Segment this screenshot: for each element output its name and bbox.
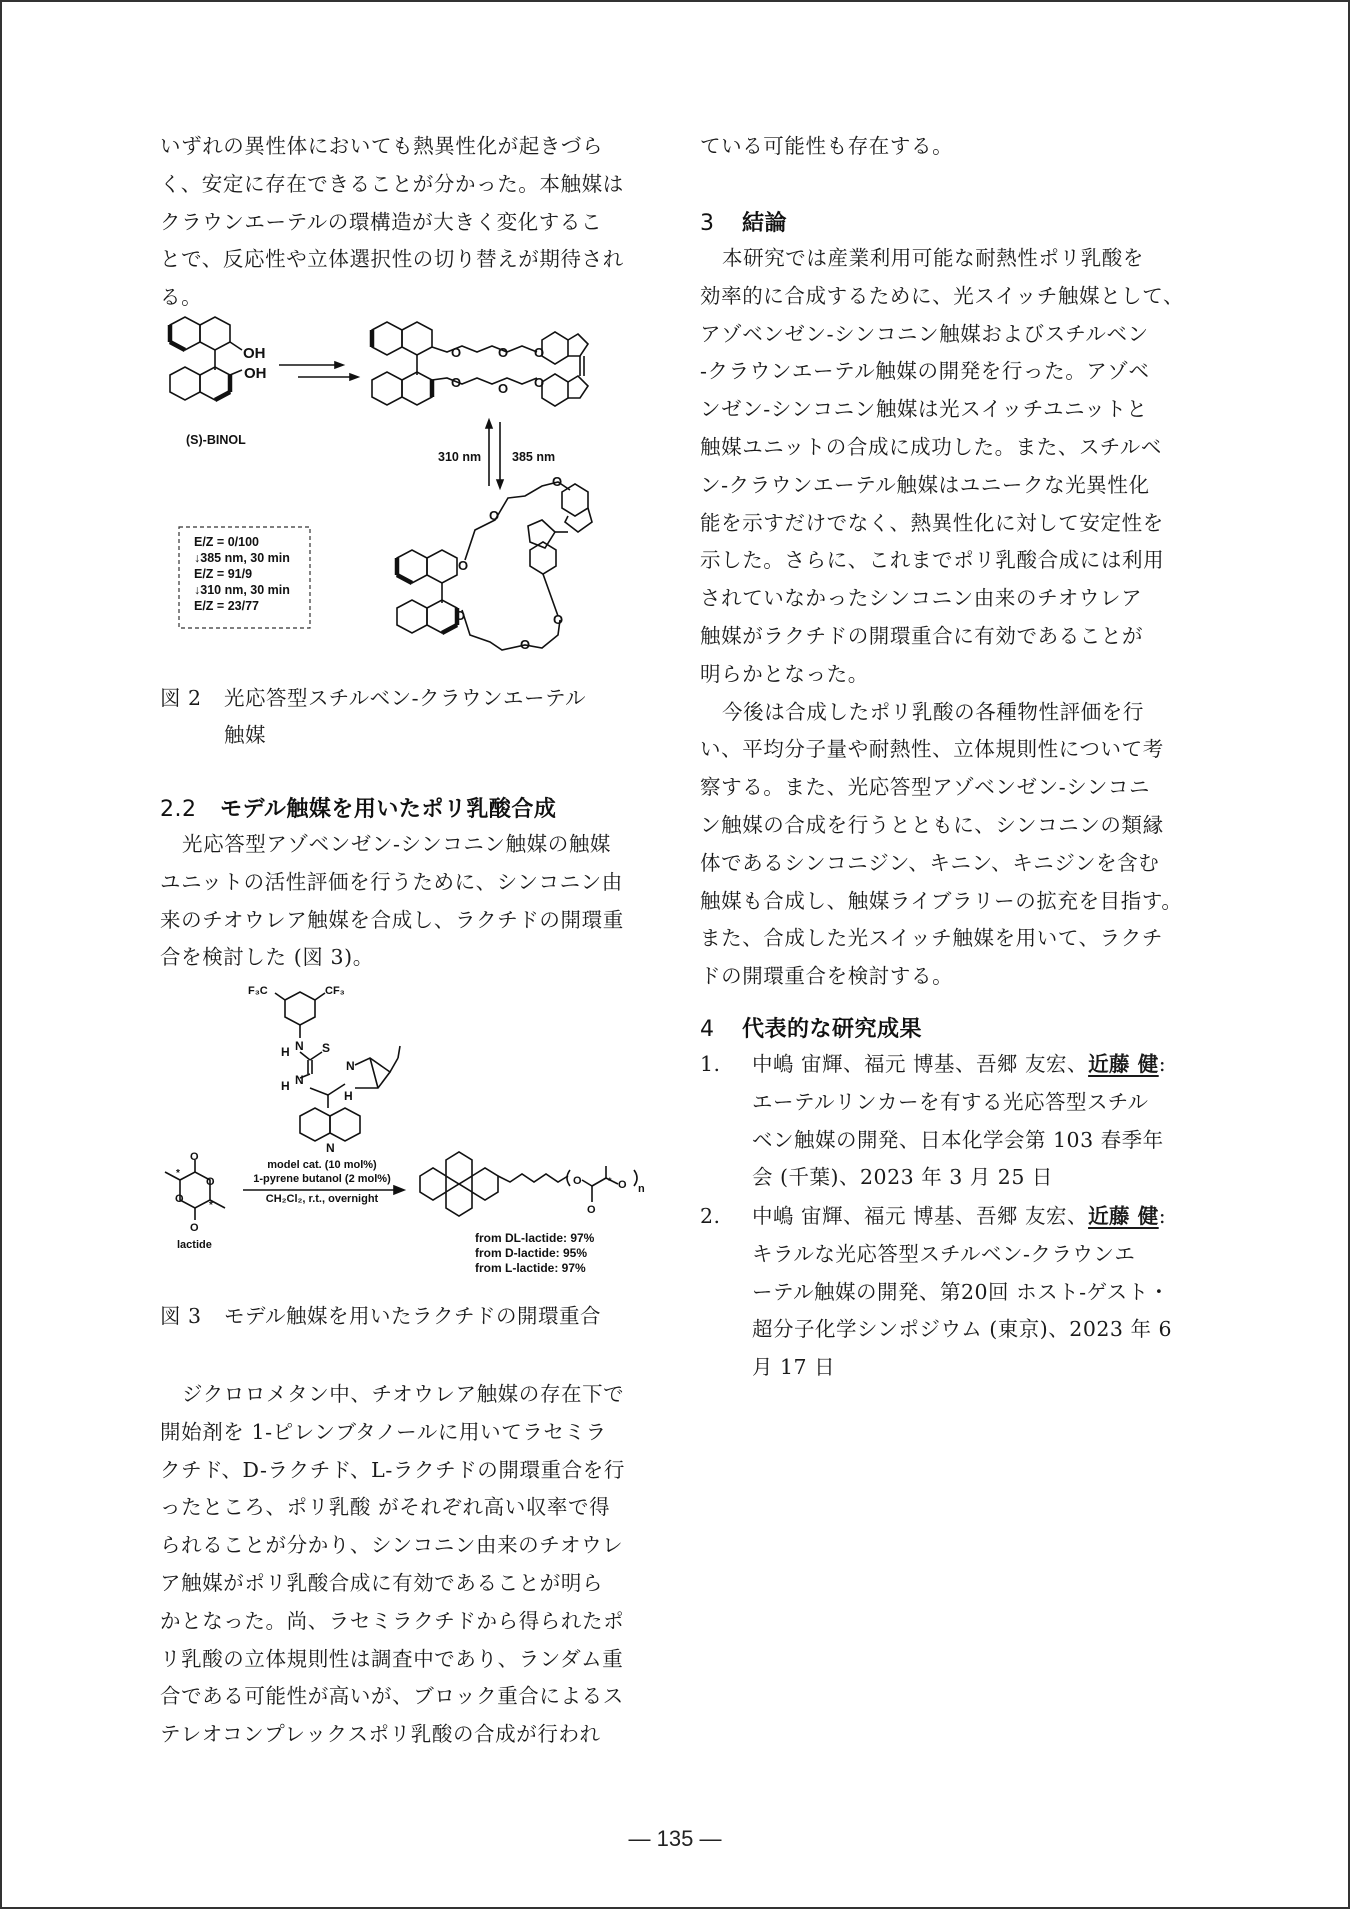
text-line: ジクロロメタン中、チオウレア触媒の存在下で <box>182 1382 625 1406</box>
ratio-line: ↓385 nm, 30 min <box>194 551 290 565</box>
reference-number: 1. <box>700 1052 721 1076</box>
oxygen-label: O <box>458 558 469 573</box>
oxygen-label: O <box>451 345 462 360</box>
text-line: ユニットの活性評価を行うために、シンコニン由 <box>160 869 623 894</box>
reference-author-highlighted: 近藤 健 <box>1088 1052 1159 1076</box>
oxygen-label: O <box>534 345 545 360</box>
oxygen-label: O <box>520 637 531 652</box>
reference-authors: 中嶋 宙輝、福元 博基、吾郷 友宏、 <box>752 1052 1089 1076</box>
reference-number: 2. <box>700 1204 721 1228</box>
text-line: アゾベンゼン-シンコニン触媒およびスチルベン <box>700 321 1149 346</box>
text-line: ン触媒の合成を行うとともに、シンコニンの類縁 <box>700 812 1164 837</box>
text-line: 本研究では産業利用可能な耐熱性ポリ乳酸を <box>722 246 1144 270</box>
text-line: る。 <box>160 285 203 310</box>
text-line: 効率的に合成するために、光スイッチ触媒として、 <box>700 283 1185 308</box>
irradiation-385nm: 385 nm <box>512 450 556 464</box>
stereocenter-mark: * <box>176 1168 180 1179</box>
reference-item <box>700 1046 1220 1198</box>
binol-label: (S)-BINOL <box>186 433 246 447</box>
text-line: ン-クラウンエーテル触媒はユニークな光異性化 <box>700 472 1150 497</box>
text-line: 触媒も合成し、触媒ライブラリーの拡充を目指す。 <box>700 888 1183 913</box>
lactide-label: lactide <box>177 1239 212 1251</box>
text-line: -クラウンエーテル触媒の開発を行った。アゾベ <box>700 359 1150 384</box>
h-label: H <box>281 1045 290 1059</box>
text-line: クラウンエーテルの環構造が大きく変化するこ <box>160 209 603 234</box>
binol-structure <box>170 317 242 400</box>
oxygen-label: O <box>498 381 509 396</box>
reference-line: ーテル触媒の開発、第20回 ホスト-ゲスト・ <box>752 1279 1170 1304</box>
text-line: リ乳酸の立体規則性は調査中であり、ランダム重 <box>160 1646 624 1671</box>
n-label: N <box>295 1073 304 1087</box>
text-line: されていなかったシンコニン由来のチオウレア <box>700 586 1143 611</box>
oxygen-label: O <box>175 1193 184 1205</box>
text-line: また、合成した光スイッチ触媒を用いて、ラクチ <box>700 926 1163 951</box>
ratio-line: ↓310 nm, 30 min <box>194 583 290 597</box>
section-2-2-paragraph <box>160 826 624 977</box>
thiourea-catalyst-structure <box>275 992 400 1141</box>
n-label: N <box>346 1059 355 1073</box>
page-number: — 135 — <box>628 1826 722 1851</box>
polylactide-product-structure <box>420 1152 637 1216</box>
reference-line: ベン触媒の開発、日本化学会第 103 春季年 <box>752 1127 1164 1152</box>
text-line: 察する。また、光応答型アゾベンゼン-シンコニ <box>700 775 1151 800</box>
oh-label: OH <box>244 365 267 382</box>
yield-line: from L-lactide: 97% <box>475 1261 586 1275</box>
figure-3-scheme <box>150 980 670 1285</box>
cf3-right-label: CF₃ <box>325 985 345 997</box>
section-title: 結論 <box>742 211 788 236</box>
figure-3-caption <box>160 1298 601 1335</box>
text-line: 合である可能性が高いが、ブロック重合によるス <box>160 1684 624 1709</box>
text-line: 合を検討した (図 3)。 <box>160 945 374 970</box>
text-line: られることが分かり、シンコニン由来のチオウレ <box>160 1533 624 1558</box>
oxygen-label: O <box>587 1204 596 1216</box>
caption-line: 触媒 <box>224 723 266 747</box>
reference-authors: 中嶋 宙輝、福元 博基、吾郷 友宏、 <box>752 1204 1089 1228</box>
h-label: H <box>344 1089 353 1103</box>
stereocenter-mark: * <box>209 1200 213 1211</box>
s-label: S <box>322 1041 331 1055</box>
text-line: とで、反応性や立体選択性の切り替えが期待され <box>160 247 624 272</box>
ratio-line: E/Z = 23/77 <box>194 599 259 613</box>
text-line: ンゼン-シンコニン触媒は光スイッチユニットと <box>700 397 1148 422</box>
text-line: かとなった。尚、ラセミラクチドから得られたポ <box>160 1608 625 1633</box>
text-line: いずれの異性体においても熱異性化が起きづら <box>160 134 604 158</box>
oxygen-label: O <box>573 1175 582 1187</box>
text-line: 今後は合成したポリ乳酸の各種物性評価を行 <box>722 699 1144 724</box>
text-line: 触媒ユニットの合成に成功した。また、スチルベ <box>700 434 1162 459</box>
oh-label: OH <box>243 345 266 362</box>
oxygen-label: O <box>451 375 462 390</box>
reference-line: 超分子化学シンポジウム (東京)、2023 年 6 <box>752 1317 1173 1342</box>
text-line: 光応答型アゾベンゼン-シンコニン触媒の触媒 <box>182 832 612 856</box>
oxygen-label: O <box>190 1222 199 1234</box>
oxygen-label: O <box>489 508 500 523</box>
continuation-text <box>700 128 953 166</box>
text-line: 能を示すだけでなく、熱異性化に対して安定性を <box>700 510 1164 535</box>
text-line: 明らかとなった。 <box>700 661 869 686</box>
h-label: H <box>281 1079 290 1093</box>
section-title: モデル触媒を用いたポリ乳酸合成 <box>220 797 557 822</box>
condition-line: 1-pyrene butanol (2 mol%) <box>253 1173 391 1185</box>
text-line: ドの開環重合を検討する。 <box>700 964 954 989</box>
caption-line: 光応答型スチルベン-クラウンエーテル <box>224 686 586 710</box>
text-line: クチド、D-ラクチド、L-ラクチドの開環重合を行 <box>160 1457 625 1482</box>
oxygen-label: O <box>498 345 509 360</box>
discussion-paragraph <box>160 1376 625 1754</box>
reference-colon: : <box>1158 1052 1167 1076</box>
oxygen-label: O <box>618 1179 627 1191</box>
text-line: 来のチオウレア触媒を合成し、ラクチドの開環重 <box>160 907 624 932</box>
text-line: く、安定に存在できることが分かった。本触媒は <box>160 171 624 196</box>
section-number: 4 <box>700 1017 715 1042</box>
condition-line: model cat. (10 mol%) <box>267 1159 377 1171</box>
figure-2-scheme <box>150 310 670 660</box>
reference-item <box>700 1198 1220 1388</box>
ratio-line: E/Z = 91/9 <box>194 567 253 581</box>
yield-line: from DL-lactide: 97% <box>475 1231 595 1245</box>
reference-colon: : <box>1158 1204 1167 1228</box>
text-line: 触媒がラクチドの開環重合に有効であることが <box>700 623 1144 648</box>
section-title: 代表的な研究成果 <box>742 1017 923 1042</box>
reference-line: エーテルリンカーを有する光応答型スチル <box>752 1089 1149 1114</box>
intro-paragraph <box>160 128 624 317</box>
section-2-2-heading <box>160 792 556 823</box>
irradiation-310nm: 310 nm <box>438 450 482 464</box>
oxygen-label: O <box>534 375 545 390</box>
reference-author-highlighted: 近藤 健 <box>1088 1204 1159 1228</box>
oxygen-label: O <box>190 1151 199 1163</box>
n-label: N <box>326 1141 335 1155</box>
section-4-heading <box>700 1012 922 1043</box>
figure-2-label: 図 2 <box>160 686 202 710</box>
text-line: ている可能性も存在する。 <box>700 134 954 158</box>
n-label: N <box>295 1039 304 1053</box>
reference-line: 月 17 日 <box>752 1355 836 1380</box>
section-number: 2.2 <box>160 797 197 822</box>
reference-line: キラルな光応答型スチルベン-クラウンエ <box>752 1241 1136 1266</box>
cf3-left-label: F₃C <box>248 985 268 997</box>
text-line: 開始剤を 1-ピレンブタノールに用いてラセミラ <box>160 1419 607 1444</box>
stereocenter-mark: * <box>608 1176 612 1186</box>
text-line: い、平均分子量や耐熱性、立体規則性について考 <box>700 737 1164 762</box>
e-isomer-structure <box>372 322 588 406</box>
lactide-structure <box>165 1160 225 1220</box>
caption-text: モデル触媒を用いたラクチドの開環重合 <box>224 1304 601 1328</box>
text-line: テレオコンプレックスポリ乳酸の合成が行われ <box>160 1722 601 1747</box>
figure-2-caption <box>160 680 586 754</box>
oxygen-label: O <box>552 474 563 489</box>
repeat-unit-n: n <box>638 1183 645 1195</box>
figure-3-label: 図 3 <box>160 1304 202 1328</box>
reference-line: 会 (千葉)、2023 年 3 月 25 日 <box>752 1165 1053 1190</box>
oxygen-label: O <box>206 1176 215 1188</box>
condition-line: CH₂Cl₂, r.t., overnight <box>265 1193 379 1205</box>
oxygen-label: O <box>455 608 466 623</box>
text-line: 示した。さらに、これまでポリ乳酸合成には利用 <box>700 548 1165 573</box>
section-3-heading <box>700 206 787 237</box>
ratio-line: E/Z = 0/100 <box>194 535 259 549</box>
text-line: 体であるシンコニジン、キニン、キニジンを含む <box>700 850 1160 875</box>
text-line: ア触媒がポリ乳酸合成に有効であることが明ら <box>160 1570 604 1595</box>
conclusion-paragraph-1 <box>700 240 1184 996</box>
section-number: 3 <box>700 211 715 236</box>
yield-line: from D-lactide: 95% <box>475 1246 588 1260</box>
oxygen-label: O <box>553 612 564 627</box>
text-line: ったところ、ポリ乳酸 がそれぞれ高い収率で得 <box>160 1495 611 1520</box>
